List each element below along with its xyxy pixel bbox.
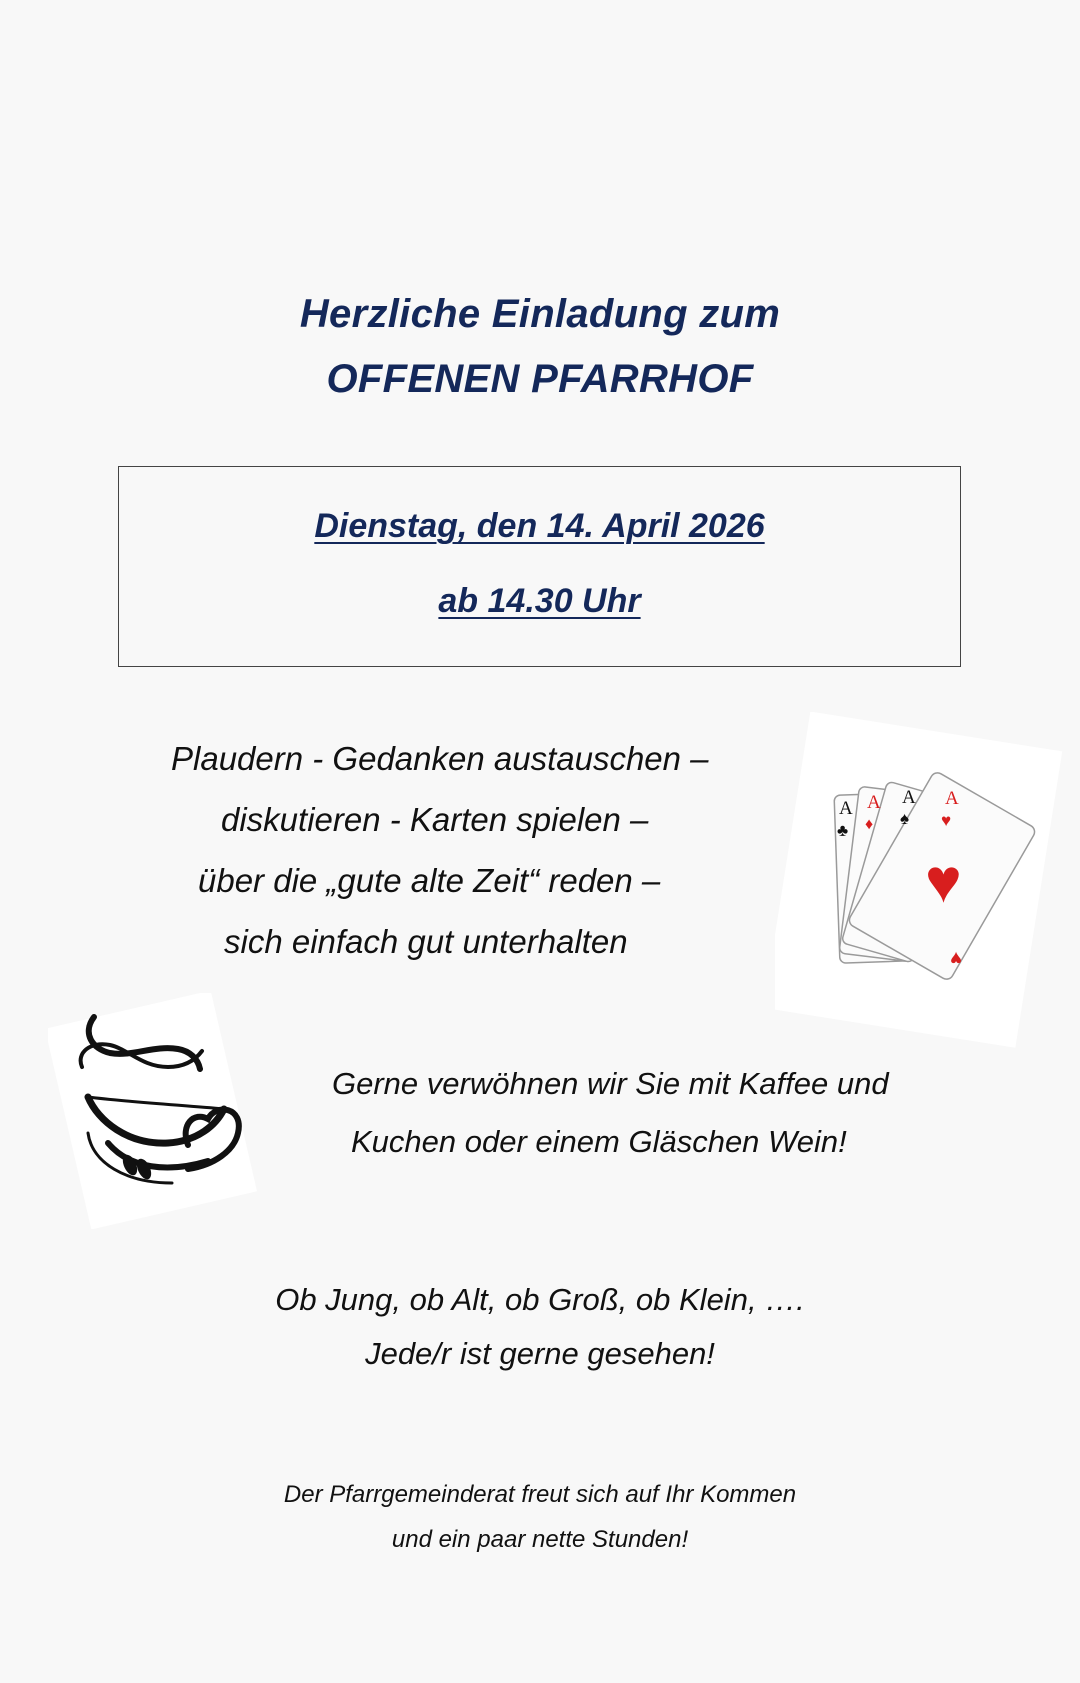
event-date: Dienstag, den 14. April 2026 bbox=[314, 507, 765, 545]
card-rank: A bbox=[945, 788, 959, 809]
spade-pip-icon: ♠ bbox=[900, 809, 910, 828]
refreshments-line-1: Gerne verwöhnen wir Sie mit Kaffee und bbox=[332, 1066, 889, 1101]
activity-line-1: Plaudern - Gedanken austauschen – bbox=[171, 740, 709, 777]
invitation-heading-line1: Herzliche Einladung zum bbox=[299, 292, 781, 336]
heart-center-icon: ♥ bbox=[925, 847, 962, 916]
closing-line-1: Der Pfarrgemeinderat freut sich auf Ihr Kommen bbox=[283, 1481, 797, 1508]
welcome-line-1: Ob Jung, ob Alt, ob Groß, ob Klein, …. bbox=[275, 1282, 805, 1317]
refreshments-line-2: Kuchen oder einem Gläschen Wein! bbox=[351, 1124, 847, 1159]
welcome-line-2: Jede/r ist gerne gesehen! bbox=[365, 1336, 715, 1371]
invitation-heading-line2: OFFENEN PFARRHOF bbox=[326, 357, 754, 401]
activity-line-2: diskutieren - Karten spielen – bbox=[221, 801, 649, 838]
card-rank: A bbox=[902, 787, 916, 808]
heart-pip-icon: ♥ bbox=[941, 811, 952, 830]
date-box bbox=[118, 466, 961, 667]
activity-line-3: über die „gute alte Zeit“ reden – bbox=[198, 862, 661, 899]
diamond-pip-icon: ♦ bbox=[865, 816, 874, 833]
card-rank: A bbox=[867, 792, 881, 813]
closing-line-2: und ein paar nette Stunden! bbox=[391, 1526, 689, 1553]
activity-line-4: sich einfach gut unterhalten bbox=[224, 923, 628, 960]
event-time: ab 14.30 Uhr bbox=[438, 582, 641, 620]
card-rank: A bbox=[839, 798, 853, 819]
playing-cards-aces-icon bbox=[775, 712, 1075, 1052]
heart-pip-icon: ♥ bbox=[950, 947, 962, 969]
coffee-cup-heart-icon bbox=[48, 993, 260, 1229]
club-pip-icon: ♣ bbox=[837, 821, 849, 840]
